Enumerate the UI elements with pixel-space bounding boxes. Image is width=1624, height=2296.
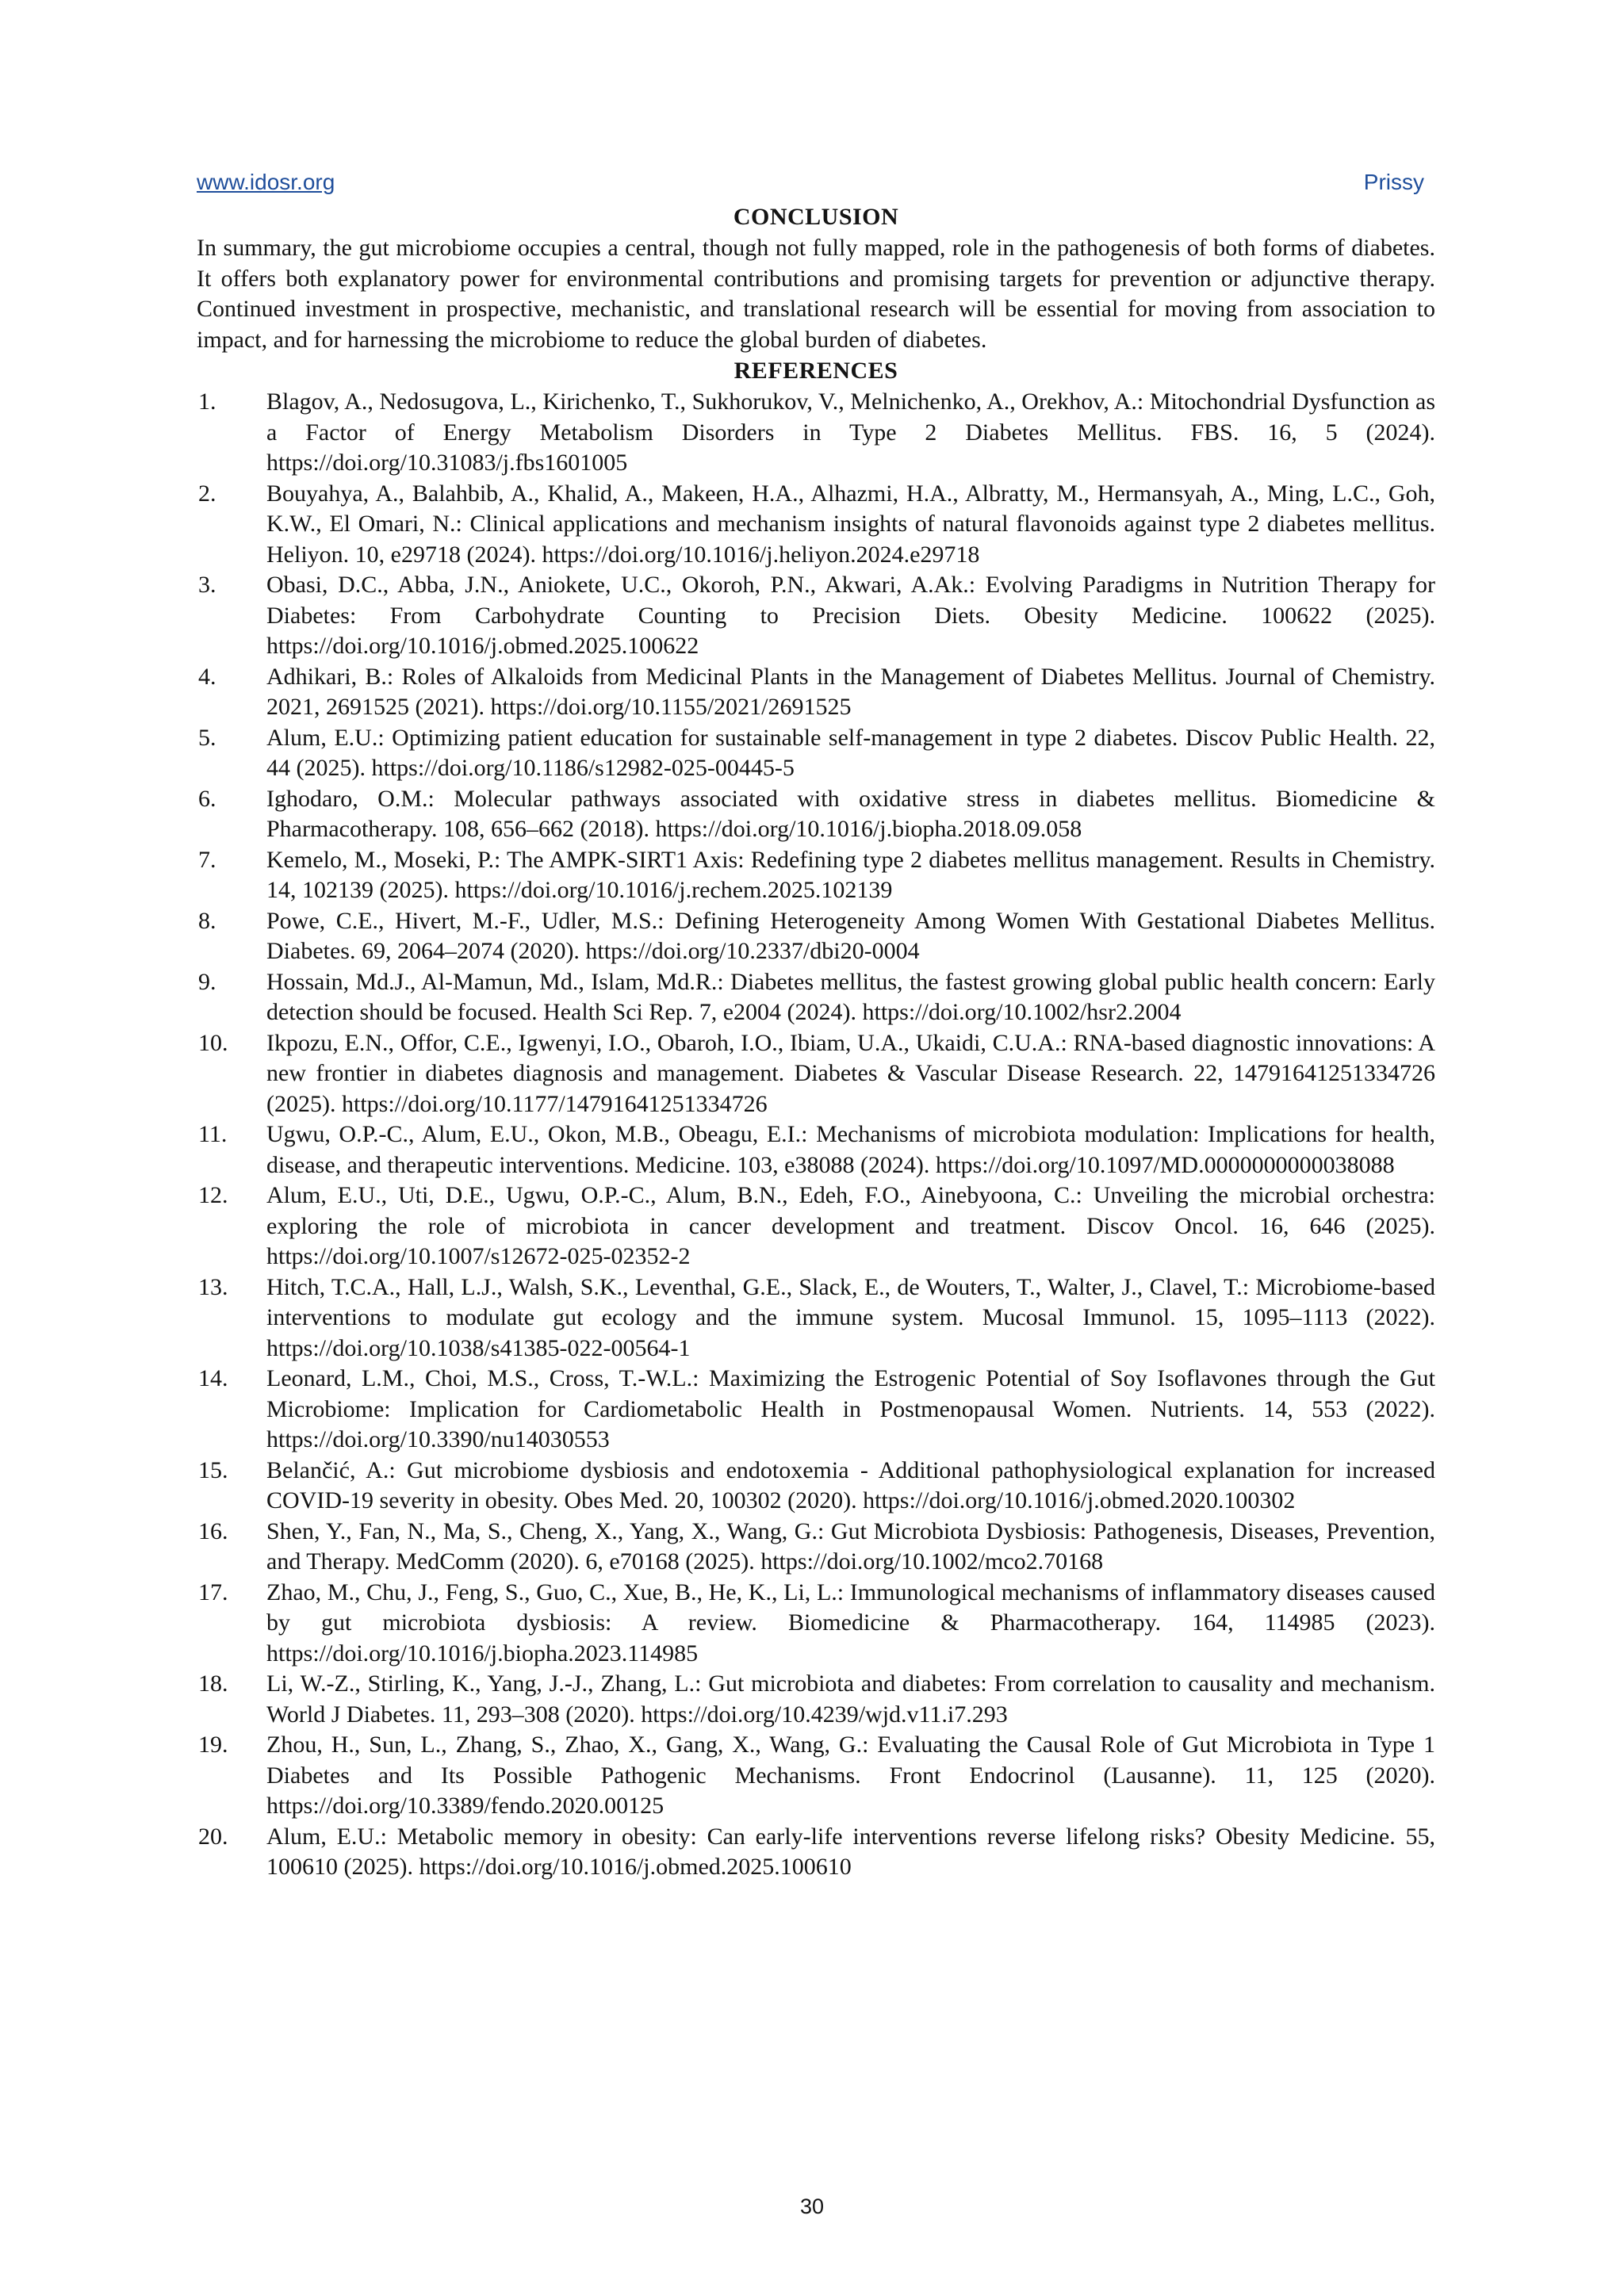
reference-item: [197, 1730, 1435, 1822]
reference-number: 11.: [198, 1121, 228, 1147]
reference-number: 13.: [198, 1273, 228, 1300]
reference-item: [197, 1181, 1435, 1272]
reference-item: [197, 1119, 1435, 1181]
reference-number: 1.: [198, 388, 216, 415]
reference-number: 15.: [198, 1456, 228, 1483]
reference-number: 20.: [198, 1823, 228, 1850]
reference-text: Obasi, D.C., Abba, J.N., Aniokete, U.C., Okoroh, P.N., Akwari, A.Ak.: Evolving Paradigms in Nutrition Therapy for Diabetes: From Carbohydrate Counting to Precision Diets. Obesity Medicine. 100622 (2025). https://doi.org/10.1016/j.obmed.2025.100622: [266, 572, 1435, 659]
reference-number: 18.: [198, 1670, 228, 1697]
reference-text: Shen, Y., Fan, N., Ma, S., Cheng, X., Yang, X., Wang, G.: Gut Microbiota Dysbiosis: Pathogenesis, Diseases, Prevention, and Therapy. MedComm (2020). 6, e70168 (2025). https://doi.org/10.1002/mco2.70168: [266, 1517, 1435, 1575]
reference-text: Zhou, H., Sun, L., Zhang, S., Zhao, X., Gang, X., Wang, G.: Evaluating the Causal Role of Gut Microbiota in Type 1 Diabetes and Its Possible Pathogenic Mechanisms. Front Endocrinol (Lausanne). 11, 125 (2020). https://doi.org/10.3389/fendo.2020.00125: [266, 1732, 1435, 1819]
site-link[interactable]: www.idosr.org: [197, 170, 335, 194]
reference-text: Belančić, A.: Gut microbiome dysbiosis and endotoxemia - Additional pathophysiological explanation for increased COVID-19 severity in obesity. Obes Med. 20, 100302 (2020). https://doi.org/10.1016/j.obmed.2020.100302: [266, 1456, 1435, 1513]
reference-text: Hossain, Md.J., Al-Mamun, Md., Islam, Md.R.: Diabetes mellitus, the fastest growing global public health concern: Early detection should be focused. Health Sci Rep. 7, e2004 (2024). https://doi.org/10.1002/hsr2.2004: [266, 968, 1435, 1025]
reference-number: 17.: [198, 1578, 228, 1605]
reference-text: Alum, E.U.: Optimizing patient education for sustainable self-management in type 2 diabetes. Discov Public Health. 22, 44 (2025). https://doi.org/10.1186/s12982-025-00445-5: [266, 724, 1435, 781]
conclusion-heading: CONCLUSION: [733, 204, 899, 230]
page-header: [197, 170, 1424, 201]
reference-item: [197, 387, 1435, 479]
reference-item: [197, 479, 1435, 571]
reference-text: Blagov, A., Nedosugova, L., Kirichenko, T., Sukhorukov, V., Melnichenko, A., Orekhov, A.: Mitochondrial Dysfunction as a Factor of Energy Metabolism Disorders in Type 2 Diabetes Mellitus. FBS. 16, 5 (2024). https://doi.org/10.31083/j.fbs1601005: [266, 388, 1435, 476]
reference-item: [197, 1669, 1435, 1730]
reference-item: [197, 723, 1435, 784]
conclusion-paragraph: In summary, the gut microbiome occupies a central, though not fully mapped, role in the pathogenesis of both forms of diabetes. It offers both explanatory power for environmental contributions and promising targets for prevention or adjunctive therapy. Continued investment in prospective, mechanistic, and translational research will be essential for moving from association to impact, and for harnessing the microbiome to reduce the global burden of diabetes.: [197, 235, 1435, 353]
running-author: Prissy: [1363, 170, 1424, 194]
reference-number: 19.: [198, 1732, 228, 1758]
reference-number: 4.: [198, 663, 216, 690]
reference-text: Adhikari, B.: Roles of Alkaloids from Medicinal Plants in the Management of Diabetes Mellitus. Journal of Chemistry. 2021, 2691525 (2021). https://doi.org/10.1155/2021/2691525: [266, 663, 1435, 720]
reference-number: 10.: [198, 1029, 228, 1056]
reference-number: 16.: [198, 1517, 228, 1544]
reference-text: Alum, E.U.: Metabolic memory in obesity: Can early-life interventions reverse lifelong risks? Obesity Medicine. 55, 100610 (2025). https://doi.org/10.1016/j.obmed.2025.100610: [266, 1823, 1435, 1880]
reference-number: 8.: [198, 907, 216, 934]
reference-text: Alum, E.U., Uti, D.E., Ugwu, O.P.-C., Alum, B.N., Edeh, F.O., Ainebyoona, C.: Unveiling the microbial orchestra: exploring the role of microbiota in cancer development and treatment. Discov Oncol. 16, 646 (2025). https://doi.org/10.1007/s12672-025-02352-2: [266, 1182, 1435, 1269]
reference-text: Hitch, T.C.A., Hall, L.J., Walsh, S.K., Leventhal, G.E., Slack, E., de Wouters, T., Walter, J., Clavel, T.: Microbiome-based interventions to modulate gut ecology and the immune system. Mucosal Immunol. 15, 1095–1113 (2022). https://doi.org/10.1038/s41385-022-00564-1: [266, 1273, 1435, 1361]
reference-item: [197, 1364, 1435, 1456]
reference-number: 6.: [198, 785, 216, 812]
reference-item: [197, 845, 1435, 906]
reference-item: [197, 1028, 1435, 1120]
page-number: 30: [799, 2195, 825, 2218]
reference-number: 7.: [198, 846, 216, 873]
reference-text: Kemelo, M., Moseki, P.: The AMPK-SIRT1 Axis: Redefining type 2 diabetes mellitus management. Results in Chemistry. 14, 102139 (2025). https://doi.org/10.1016/j.rechem.2025.102139: [266, 846, 1435, 903]
reference-number: 2.: [198, 480, 216, 507]
reference-item: [197, 1517, 1435, 1578]
reference-item: [197, 1578, 1435, 1670]
reference-item: [197, 784, 1435, 845]
reference-item: [197, 1822, 1435, 1883]
references-heading: REFERENCES: [733, 358, 898, 384]
reference-text: Bouyahya, A., Balahbib, A., Khalid, A., Makeen, H.A., Alhazmi, H.A., Albratty, M., Hermansyah, A., Ming, L.C., Goh, K.W., El Omari, N.: Clinical applications and mechanism insights of natural flavonoids against type 2 diabetes mellitus. Heliyon. 10, e29718 (2024). https://doi.org/10.1016/j.heliyon.2024.e29718: [266, 480, 1435, 568]
reference-text: Ighodaro, O.M.: Molecular pathways associated with oxidative stress in diabetes mellitus. Biomedicine & Pharmacotherapy. 108, 656–662 (2018). https://doi.org/10.1016/j.biopha.2018.09.058: [266, 785, 1435, 842]
reference-item: [197, 1456, 1435, 1517]
reference-text: Li, W.-Z., Stirling, K., Yang, J.-J., Zhang, L.: Gut microbiota and diabetes: From correlation to causality and mechanism. World J Diabetes. 11, 293–308 (2020). https://doi.org/10.4239/wjd.v11.i7.293: [266, 1670, 1435, 1728]
reference-text: Ikpozu, E.N., Offor, C.E., Igwenyi, I.O., Obaroh, I.O., Ibiam, U.A., Ukaidi, C.U.A.: RNA-based diagnostic innovations: A new frontier in diabetes diagnosis and management. Diabetes & Vascular Disease Research. 22, 14791641251334726 (2025). https://doi.org/10.1177/14791641251334726: [266, 1029, 1435, 1117]
reference-item: [197, 967, 1435, 1028]
reference-text: Ugwu, O.P.-C., Alum, E.U., Okon, M.B., Obeagu, E.I.: Mechanisms of microbiota modulation: Implications for health, disease, and therapeutic interventions. Medicine. 103, e38088 (2024). https://doi.org/10.1097/MD.0000000000038088: [266, 1121, 1435, 1178]
reference-number: 3.: [198, 572, 216, 598]
reference-item: [197, 1272, 1435, 1364]
reference-item: [197, 662, 1435, 723]
reference-text: Leonard, L.M., Choi, M.S., Cross, T.-W.L.: Maximizing the Estrogenic Potential of Soy Isoflavones through the Gut Microbiome: Implication for Cardiometabolic Health in Postmenopausal Women. Nutrients. 14, 553 (2022). https://doi.org/10.3390/nu14030553: [266, 1365, 1435, 1452]
reference-number: 5.: [198, 724, 216, 751]
reference-item: [197, 570, 1435, 662]
reference-text: Zhao, M., Chu, J., Feng, S., Guo, C., Xue, B., He, K., Li, L.: Immunological mechanisms of inflammatory diseases caused by gut microbiota dysbiosis: A review. Biomedicine & Pharmacotherapy. 164, 114985 (2023). https://doi.org/10.1016/j.biopha.2023.114985: [266, 1578, 1435, 1667]
reference-number: 9.: [198, 968, 216, 995]
main-content: [197, 201, 1435, 1883]
reference-text: Powe, C.E., Hivert, M.-F., Udler, M.S.: Defining Heterogeneity Among Women With Gestational Diabetes Mellitus. Diabetes. 69, 2064–2074 (2020). https://doi.org/10.2337/dbi20-0004: [266, 907, 1435, 964]
reference-item: [197, 906, 1435, 967]
reference-number: 14.: [198, 1365, 228, 1391]
reference-number: 12.: [198, 1182, 228, 1208]
reference-list: [197, 387, 1435, 1883]
